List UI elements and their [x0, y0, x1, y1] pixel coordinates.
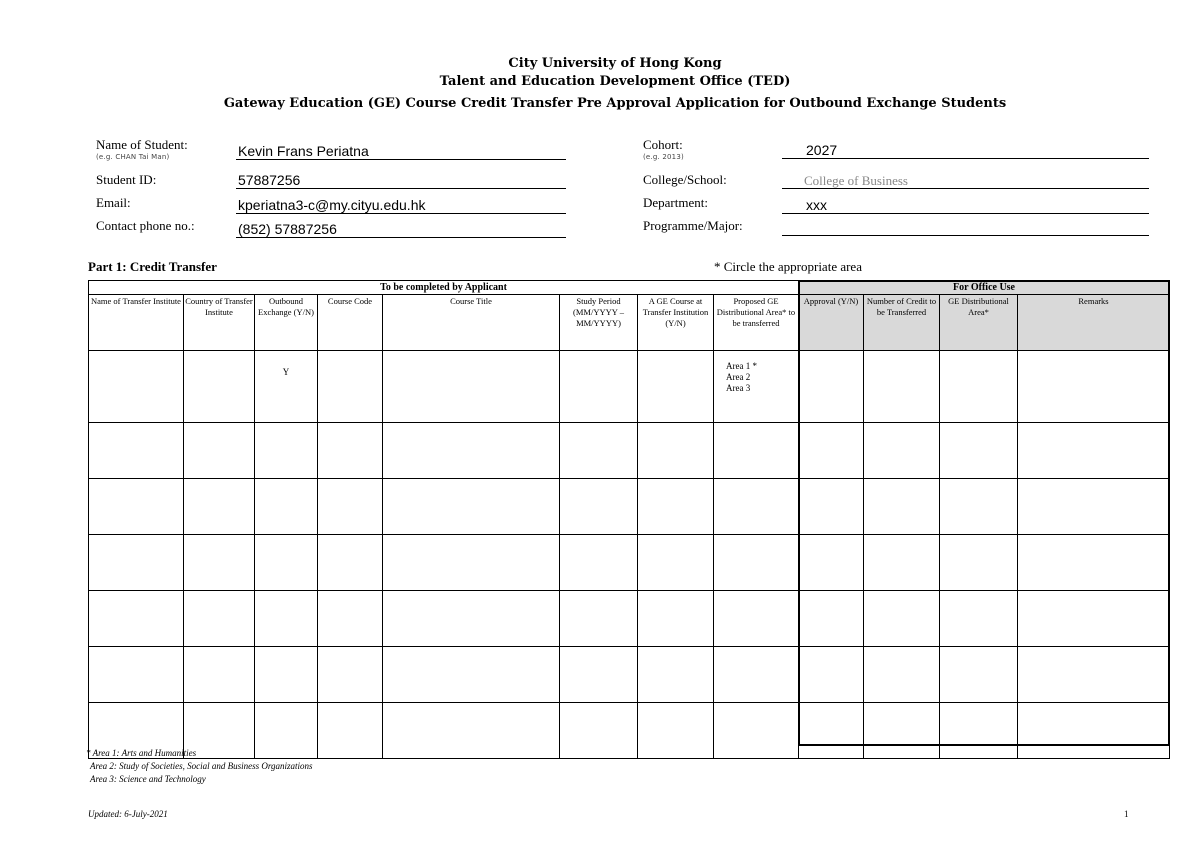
cell[interactable] [383, 351, 560, 423]
cell [1018, 351, 1170, 423]
cell [799, 591, 864, 647]
page-number: 1 [1124, 809, 1129, 819]
cell [940, 479, 1018, 535]
cell[interactable] [714, 535, 799, 591]
cell[interactable] [383, 479, 560, 535]
cell[interactable] [638, 591, 714, 647]
col-header-proposed-area: Proposed GE Distributional Area* to be transferred [714, 295, 799, 351]
col-header-ge-course: A GE Course at Transfer Institution (Y/N) [638, 295, 714, 351]
cell[interactable] [184, 479, 255, 535]
part1-title: Part 1: Credit Transfer [88, 259, 217, 274]
cell[interactable] [560, 591, 638, 647]
college-select[interactable]: College of Business [782, 172, 1149, 189]
col-header-study-period: Study Period (MM/YYYY – MM/YYYY) [560, 295, 638, 351]
cell[interactable] [383, 591, 560, 647]
cell[interactable] [255, 479, 318, 535]
col-header-ge-area: GE Distributional Area* [940, 295, 1018, 351]
cell[interactable] [89, 423, 184, 479]
cell[interactable] [714, 591, 799, 647]
cell[interactable] [318, 535, 383, 591]
form-title: Gateway Education (GE) Course Credit Transfer Pre Approval Application for Outbound Exchange Students [223, 96, 1007, 111]
table-row [89, 479, 1170, 535]
area-option-1[interactable]: Area 1 * [726, 361, 757, 371]
cohort-hint: (e.g. 2013) [643, 153, 684, 161]
cell[interactable] [638, 351, 714, 423]
cell [940, 423, 1018, 479]
cell[interactable] [638, 647, 714, 703]
cell [940, 647, 1018, 703]
outbound-cell[interactable]: Y [255, 351, 318, 423]
student-id-field[interactable]: 57887256 [236, 172, 566, 189]
cell[interactable] [318, 703, 383, 759]
office-name: Talent and Education Development Office (TED) [439, 74, 791, 89]
cell [864, 479, 940, 535]
cell [1018, 423, 1170, 479]
cell [1018, 703, 1170, 759]
footnote-area3: Area 3: Science and Technology [90, 774, 206, 784]
cell [940, 591, 1018, 647]
cell[interactable] [318, 351, 383, 423]
cell[interactable] [383, 423, 560, 479]
cell [1018, 647, 1170, 703]
cell[interactable] [560, 351, 638, 423]
table-row [89, 647, 1170, 703]
email-label: Email: [96, 195, 131, 210]
cell [799, 423, 864, 479]
cell [864, 647, 940, 703]
cell[interactable] [184, 591, 255, 647]
cell[interactable] [255, 591, 318, 647]
col-header-course-code: Course Code [318, 295, 383, 351]
area-options-cell[interactable] [714, 351, 799, 423]
student-id-label: Student ID: [96, 172, 157, 187]
col-header-credits: Number of Credit to be Transferred [864, 295, 940, 351]
cell[interactable] [89, 535, 184, 591]
cell[interactable] [638, 535, 714, 591]
cell[interactable] [89, 351, 184, 423]
cell[interactable] [560, 535, 638, 591]
cell[interactable] [638, 479, 714, 535]
area-option-2[interactable]: Area 2 [726, 372, 751, 382]
cell[interactable] [560, 423, 638, 479]
cell[interactable] [89, 647, 184, 703]
cohort-label: Cohort: [643, 137, 683, 152]
col-header-country: Country of Transfer Institute [184, 295, 255, 351]
cell [864, 535, 940, 591]
footnote-area2: Area 2: Study of Societies, Social and Business Organizations [90, 761, 313, 771]
cell [864, 591, 940, 647]
cell[interactable] [714, 703, 799, 759]
cell[interactable] [714, 647, 799, 703]
col-header-approval: Approval (Y/N) [799, 295, 864, 351]
office-group-header: For Office Use [799, 281, 1170, 295]
updated-date: Updated: 6-July-2021 [88, 809, 168, 819]
cell[interactable] [255, 535, 318, 591]
cell[interactable] [184, 351, 255, 423]
cell[interactable] [184, 647, 255, 703]
phone-label: Contact phone no.: [96, 218, 195, 233]
cell[interactable] [318, 591, 383, 647]
cell [1018, 591, 1170, 647]
name-label: Name of Student: [96, 137, 188, 152]
footnote-area1: * Area 1: Arts and Humanities [86, 748, 197, 758]
table-row [89, 591, 1170, 647]
cell[interactable] [638, 423, 714, 479]
cell [864, 423, 940, 479]
col-header-outbound-exchange: Outbound Exchange (Y/N) [255, 295, 318, 351]
programme-label: Programme/Major: [643, 218, 743, 233]
cell [940, 535, 1018, 591]
cell [799, 535, 864, 591]
cell[interactable] [318, 423, 383, 479]
cell[interactable] [255, 423, 318, 479]
cohort-field[interactable]: 2027 [782, 142, 1149, 159]
cell [799, 351, 864, 423]
cell[interactable] [714, 423, 799, 479]
credit-transfer-table [88, 280, 1170, 759]
col-header-transfer-institute: Name of Transfer Institute [89, 295, 184, 351]
cell [940, 351, 1018, 423]
cell [799, 647, 864, 703]
cell[interactable] [638, 703, 714, 759]
student-name-field[interactable]: Kevin Frans Periatna [236, 143, 566, 160]
department-label: Department: [643, 195, 708, 210]
cell [1018, 479, 1170, 535]
college-label: College/School: [643, 172, 727, 187]
cell [799, 703, 864, 759]
cell[interactable] [383, 703, 560, 759]
cell[interactable] [184, 535, 255, 591]
circle-note: * Circle the appropriate area [714, 259, 862, 274]
phone-field[interactable]: (852) 57887256 [236, 221, 566, 238]
cell [1018, 535, 1170, 591]
cell[interactable] [89, 479, 184, 535]
area-footnotes [86, 747, 313, 786]
cell [864, 703, 940, 759]
cell[interactable] [560, 479, 638, 535]
area-option-3[interactable]: Area 3 [726, 383, 751, 393]
department-field[interactable]: xxx [782, 197, 1149, 214]
university-name: City University of Hong Kong [508, 56, 722, 71]
cell[interactable] [318, 479, 383, 535]
cell[interactable] [560, 703, 638, 759]
table-row [89, 351, 1170, 423]
cell[interactable] [89, 591, 184, 647]
cell[interactable] [383, 535, 560, 591]
col-header-course-title: Course Title [383, 295, 560, 351]
name-hint: (e.g. CHAN Tai Man) [96, 153, 170, 161]
cell[interactable] [255, 647, 318, 703]
cell [940, 703, 1018, 759]
table-row [89, 535, 1170, 591]
cell [799, 479, 864, 535]
table-row [89, 423, 1170, 479]
email-field[interactable]: kperiatna3-c@my.cityu.edu.hk [236, 197, 566, 214]
applicant-group-header: To be completed by Applicant [89, 281, 799, 295]
cell[interactable] [318, 647, 383, 703]
cell [864, 351, 940, 423]
cell[interactable] [560, 647, 638, 703]
programme-field[interactable] [782, 219, 1149, 236]
col-header-remarks: Remarks [1018, 295, 1170, 351]
cell[interactable] [383, 647, 560, 703]
cell[interactable] [184, 423, 255, 479]
cell[interactable] [714, 479, 799, 535]
